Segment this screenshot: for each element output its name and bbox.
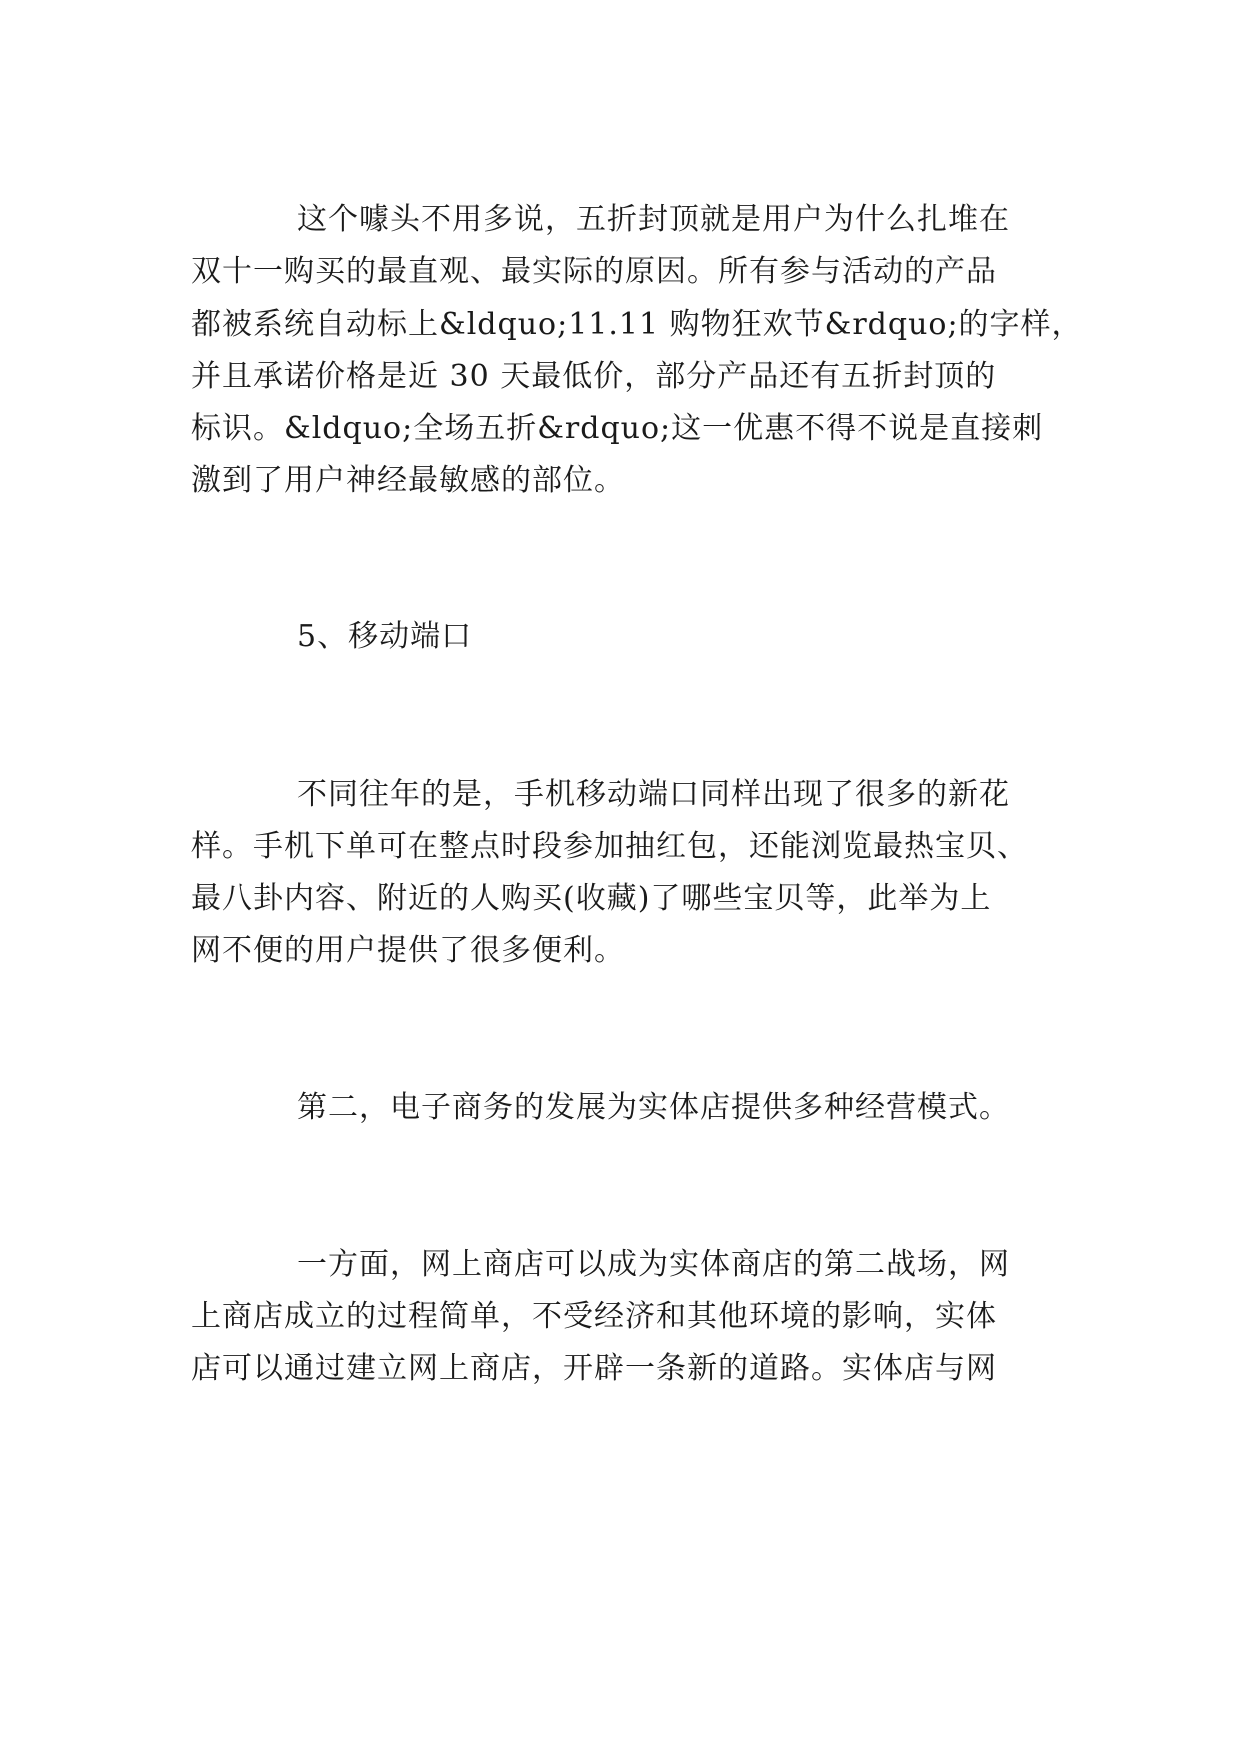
text-line: 双十一购买的最直观、最实际的原因。所有参与活动的产品	[191, 254, 997, 289]
text-line: 网不便的用户提供了很多便利。	[191, 933, 625, 968]
text-line: 不同往年的是，手机移动端口同样出现了很多的新花	[297, 777, 1010, 812]
text-line: 上商店成立的过程简单，不受经济和其他环境的影响，实体	[191, 1299, 997, 1334]
text-line: 最八卦内容、附近的人购买(收藏)了哪些宝贝等，此举为上	[191, 881, 992, 916]
text-line: 一方面，网上商店可以成为实体商店的第二战场，网	[297, 1247, 1010, 1282]
text-line: 并且承诺价格是近 30 天最低价，部分产品还有五折封顶的	[191, 359, 997, 394]
heading-text: 5、移动端口	[297, 619, 473, 654]
text-line: 店可以通过建立网上商店，开辟一条新的道路。实体店与网	[191, 1351, 997, 1386]
text-line: 激到了用户神经最敏感的部位。	[191, 463, 625, 498]
text-line: 都被系统自动标上&ldquo;11.11 购物狂欢节&rdquo;的字样，	[191, 307, 1083, 342]
text-line: 第二，电子商务的发展为实体店提供多种经营模式。	[297, 1090, 1010, 1125]
text-line: 这个噱头不用多说，五折封顶就是用户为什么扎堆在	[297, 202, 1010, 237]
text-line: 样。手机下单可在整点时段参加抽红包，还能浏览最热宝贝、	[191, 829, 1028, 864]
text-line: 标识。&ldquo;全场五折&rdquo;这一优惠不得不说是直接刺	[191, 411, 1044, 446]
